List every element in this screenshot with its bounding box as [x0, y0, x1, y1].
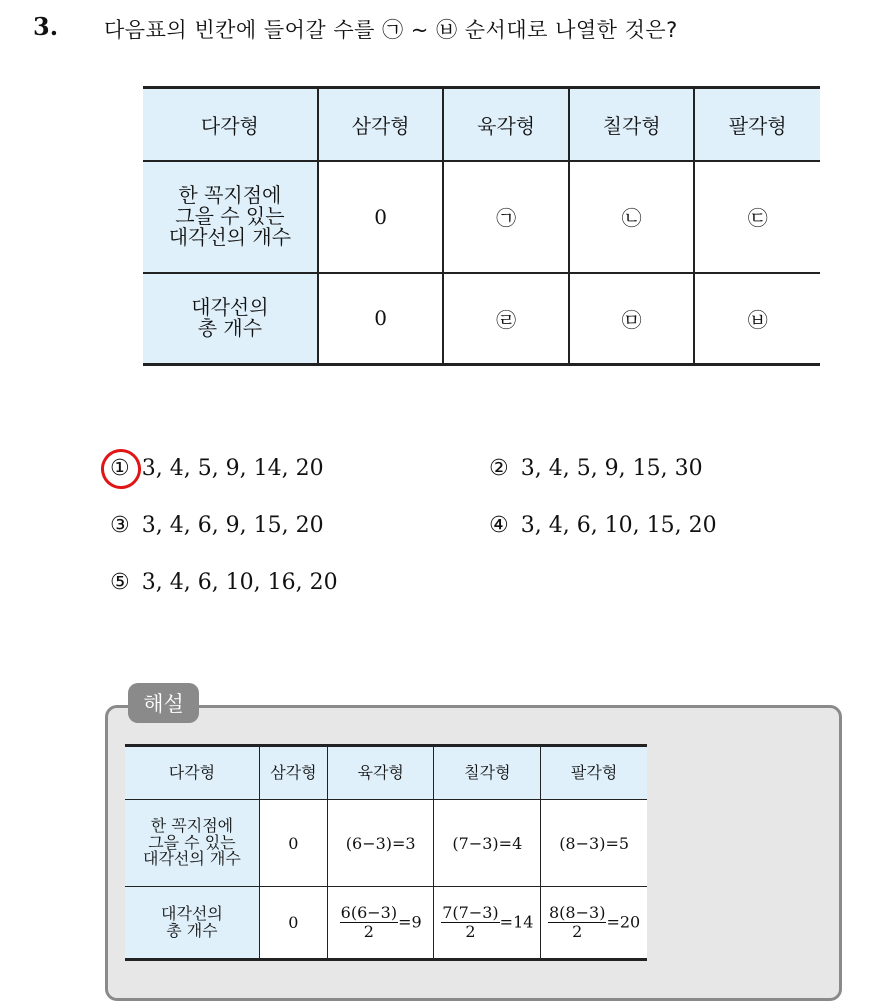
blank-d: ㉣ — [443, 273, 569, 365]
exp-cell-value: 0 — [259, 800, 327, 887]
choice-mark: ① — [110, 456, 130, 481]
explanation-table — [125, 744, 647, 961]
choice-2[interactable] — [489, 456, 703, 481]
exp-header-triangle: 삼각형 — [259, 746, 327, 800]
choice-mark: ③ — [110, 513, 130, 538]
row-label-diagonals-from-vertex: 한 꼭지점에 그을 수 있는 대각선의 개수 — [143, 161, 318, 273]
choice-5[interactable] — [110, 570, 338, 595]
exp-header-polygon: 다각형 — [125, 746, 259, 800]
exp-row-label-diagonals-from-vertex: 한 꼭지점에 그을 수 있는 대각선의 개수 — [125, 800, 259, 887]
exp-formula-octagon: $\frac{8(8-3)}{2}$ =20 — [541, 887, 647, 960]
choice-values: 3, 4, 6, 10, 15, 20 — [520, 513, 717, 538]
exp-cell-value: 0 — [259, 887, 327, 960]
choice-values: 3, 4, 6, 9, 15, 20 — [141, 513, 324, 538]
header-octagon: 팔각형 — [694, 88, 820, 161]
fraction: $\frac{8(8-3)}{2}$ — [549, 903, 606, 941]
choice-values: 3, 4, 5, 9, 15, 30 — [520, 456, 703, 481]
exp-header-hexagon: 육각형 — [327, 746, 434, 800]
blank-e: ㉤ — [569, 273, 695, 365]
problem-table — [143, 86, 820, 366]
question-text: 다음표의 빈칸에 들어갈 수를 ㉠ ~ ㉥ 순서대로 나열한 것은? — [104, 18, 678, 42]
header-polygon: 다각형 — [143, 88, 318, 161]
exp-cell-octagon: (8−3)=5 — [541, 800, 647, 887]
choice-1[interactable] — [110, 456, 324, 481]
blank-f: ㉥ — [694, 273, 820, 365]
choice-3[interactable] — [110, 513, 324, 538]
header-triangle: 삼각형 — [318, 88, 444, 161]
choice-mark: ⑤ — [110, 570, 130, 595]
fraction: $\frac{6(6-3)}{2}$ — [340, 903, 398, 941]
cell-value: 0 — [318, 161, 444, 273]
choice-values: 3, 4, 6, 10, 16, 20 — [141, 570, 338, 595]
choice-mark: ② — [489, 456, 509, 481]
choice-mark: ④ — [489, 513, 509, 538]
header-hexagon: 육각형 — [443, 88, 569, 161]
row-label-total-diagonals: 대각선의 총 개수 — [143, 273, 318, 365]
header-heptagon: 칠각형 — [569, 88, 695, 161]
blank-b: ㉡ — [569, 161, 695, 273]
blank-c: ㉢ — [694, 161, 820, 273]
cell-value: 0 — [318, 273, 444, 365]
fraction: $\frac{7(7-3)}{2}$ — [442, 903, 499, 941]
choice-4[interactable] — [489, 513, 717, 538]
exp-formula-heptagon: $\frac{7(7-3)}{2}$ =14 — [434, 887, 541, 960]
exp-header-octagon: 팔각형 — [541, 746, 647, 800]
exp-row-label-total-diagonals: 대각선의 총 개수 — [125, 887, 259, 960]
exp-header-heptagon: 칠각형 — [434, 746, 541, 800]
question-number: 3. — [33, 12, 59, 41]
choice-values: 3, 4, 5, 9, 14, 20 — [141, 456, 324, 481]
explanation-tag: 해설 — [128, 683, 199, 723]
exp-formula-hexagon: $\frac{6(6-3)}{2}$ =9 — [327, 887, 434, 960]
exp-cell-hexagon: (6−3)=3 — [327, 800, 434, 887]
exp-cell-heptagon: (7−3)=4 — [434, 800, 541, 887]
blank-a: ㉠ — [443, 161, 569, 273]
